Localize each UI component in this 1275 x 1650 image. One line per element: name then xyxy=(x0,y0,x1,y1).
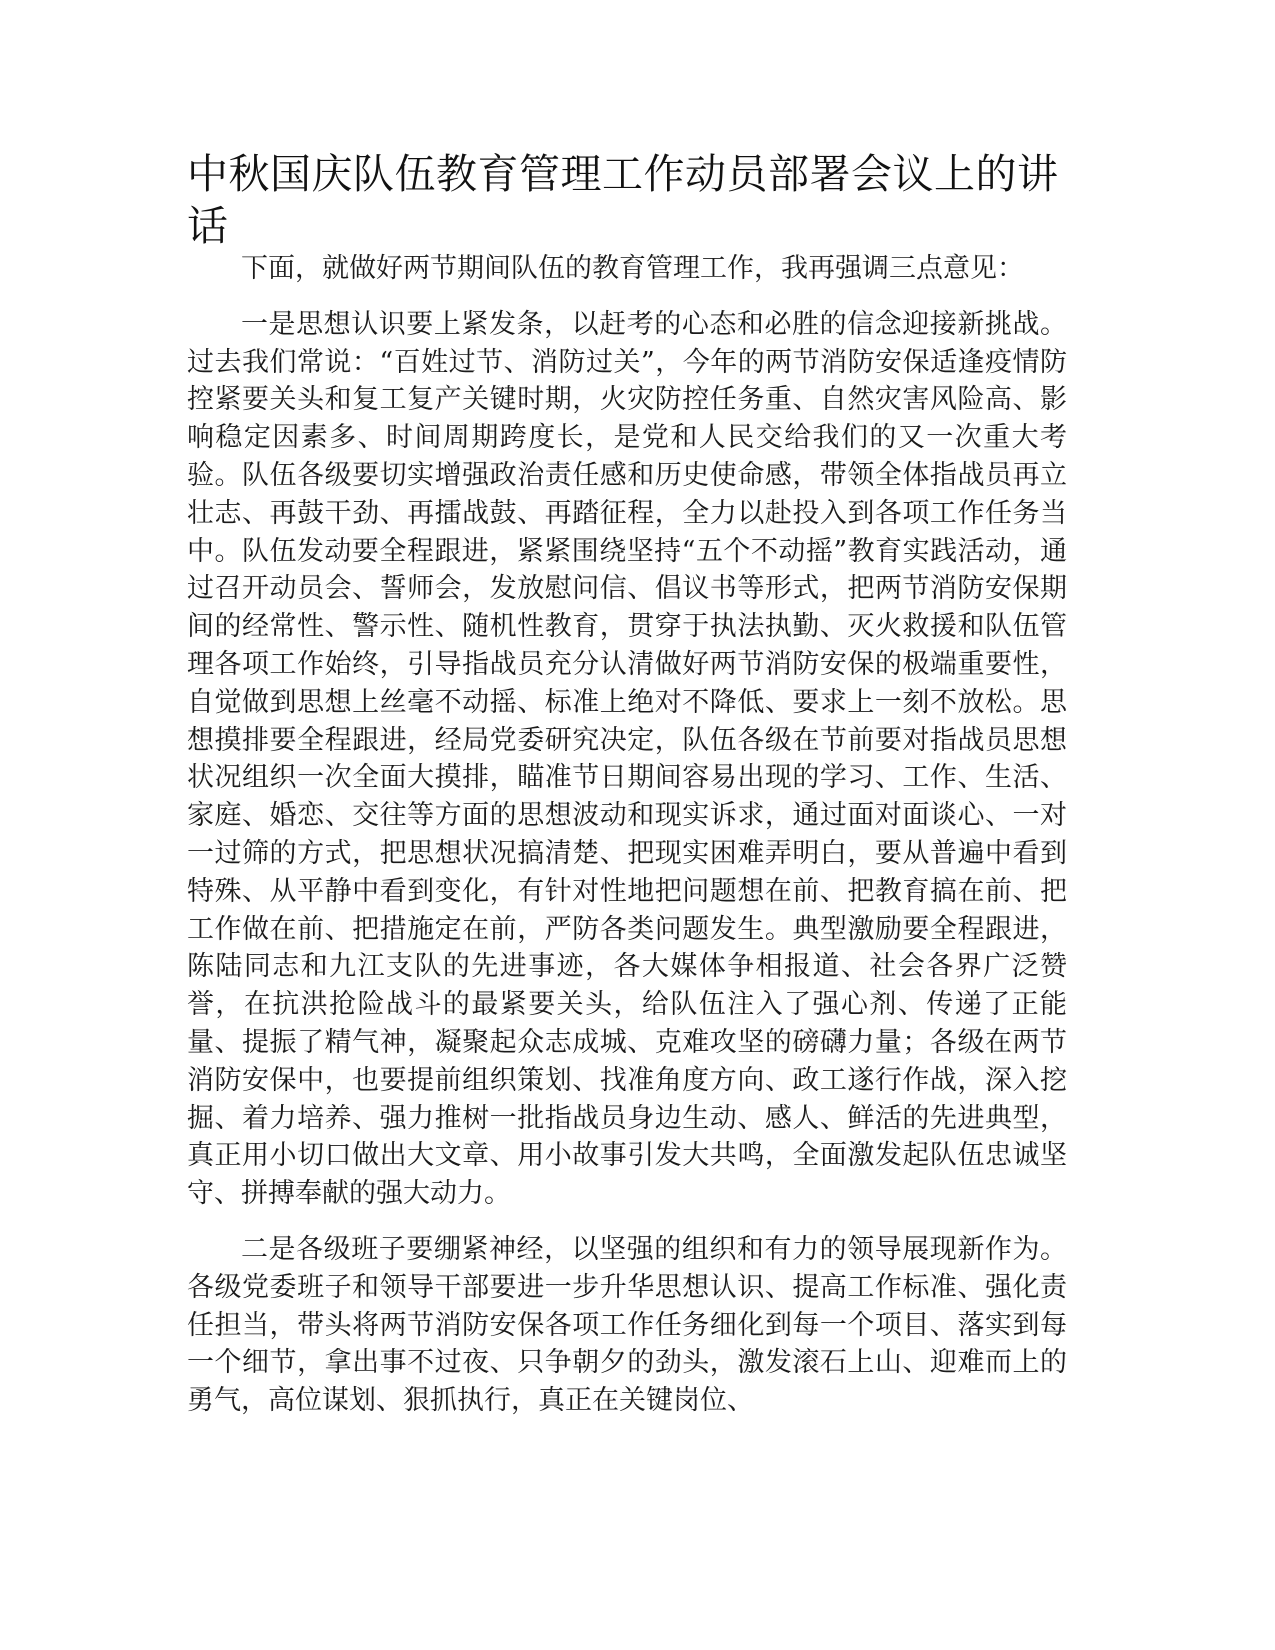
paragraph-point-two: 二是各级班子要绷紧神经，以坚强的组织和有力的领导展现新作为。各级党委班子和领导干部要进一步升华思想认识、提高工作标准、强化责任担当，带头将两节消防安保各项工作任务细化到每一个项目、落实到每一个细节，拿出事不过夜、只争朝夕的劲头，激发滚石上山、迎难而上的勇气，高位谋划、狠抓执行，真正在关键岗位、 xyxy=(187,1233,1067,1417)
document-body xyxy=(187,250,1067,1438)
document-title: 中秋国庆队伍教育管理工作动员部署会议上的讲话 xyxy=(187,150,1059,250)
paragraph-intro: 下面，就做好两节期间队伍的教育管理工作，我再强调三点意见： xyxy=(241,253,1024,284)
paragraph-point-one: 一是思想认识要上紧发条，以赶考的心态和必胜的信念迎接新挑战。过去我们常说：“百姓过节、消防过关”，今年的两节消防安保适逢疫情防控紧要关头和复工复产关键时期，火灾防控任务重、自然灾害风险高、影响稳定因素多、时间周期跨度长，是党和人民交给我们的又一次重大考验。队伍各级要切实增强政治责任感和历史使命感，带领全体指战员再立壮志、再鼓干劲、再擂战鼓、再踏征程，全力以赴投入到各项工作任务当中。队伍发动要全程跟进，紧紧围绕坚持“五个不动摇”教育实践活动，通过召开动员会、誓师会，发放慰问信、倡议书等形式，把两节消防安保期间的经常性、警示性、随机性教育，贯穿于执法执勤、灭火救援和队伍管理各项工作始终，引导指战员充分认清做好两节消防安保的极端重要性，自觉做到思想上丝毫不动摇、标准上绝对不降低、要求上一刻不放松。思想摸排要全程跟进，经局党委研究决定，队伍各级在节前要对指战员思想状况组织一次全面大摸排，瞄准节日期间容易出现的学习、工作、生活、家庭、婚恋、交往等方面的思想波动和现实诉求，通过面对面谈心、一对一过筛的方式，把思想状况搞清楚、把现实困难弄明白，要从普遍中看到特殊、从平静中看到变化，有针对性地把问题想在前、把教育搞在前、把工作做在前、把措施定在前，严防各类问题发生。典型激励要全程跟进，陈陆同志和九江支队的先进事迹，各大媒体争相报道、社会各界广泛赞誉，在抗洪抢险战斗的最紧要关头，给队伍注入了强心剂、传递了正能量、提振了精气神，凝聚起众志成城、克难攻坚的磅礴力量；各级在两节消防安保中，也要提前组织策划、找准角度方向、政工遂行作战，深入挖掘、着力培养、强力推树一批指战员身边生动、感人、鲜活的先进典型，真正用小切口做出大文章、用小故事引发大共鸣，全面激发起队伍忠诚坚守、拼搏奉献的强大动力。 xyxy=(187,308,1067,1210)
